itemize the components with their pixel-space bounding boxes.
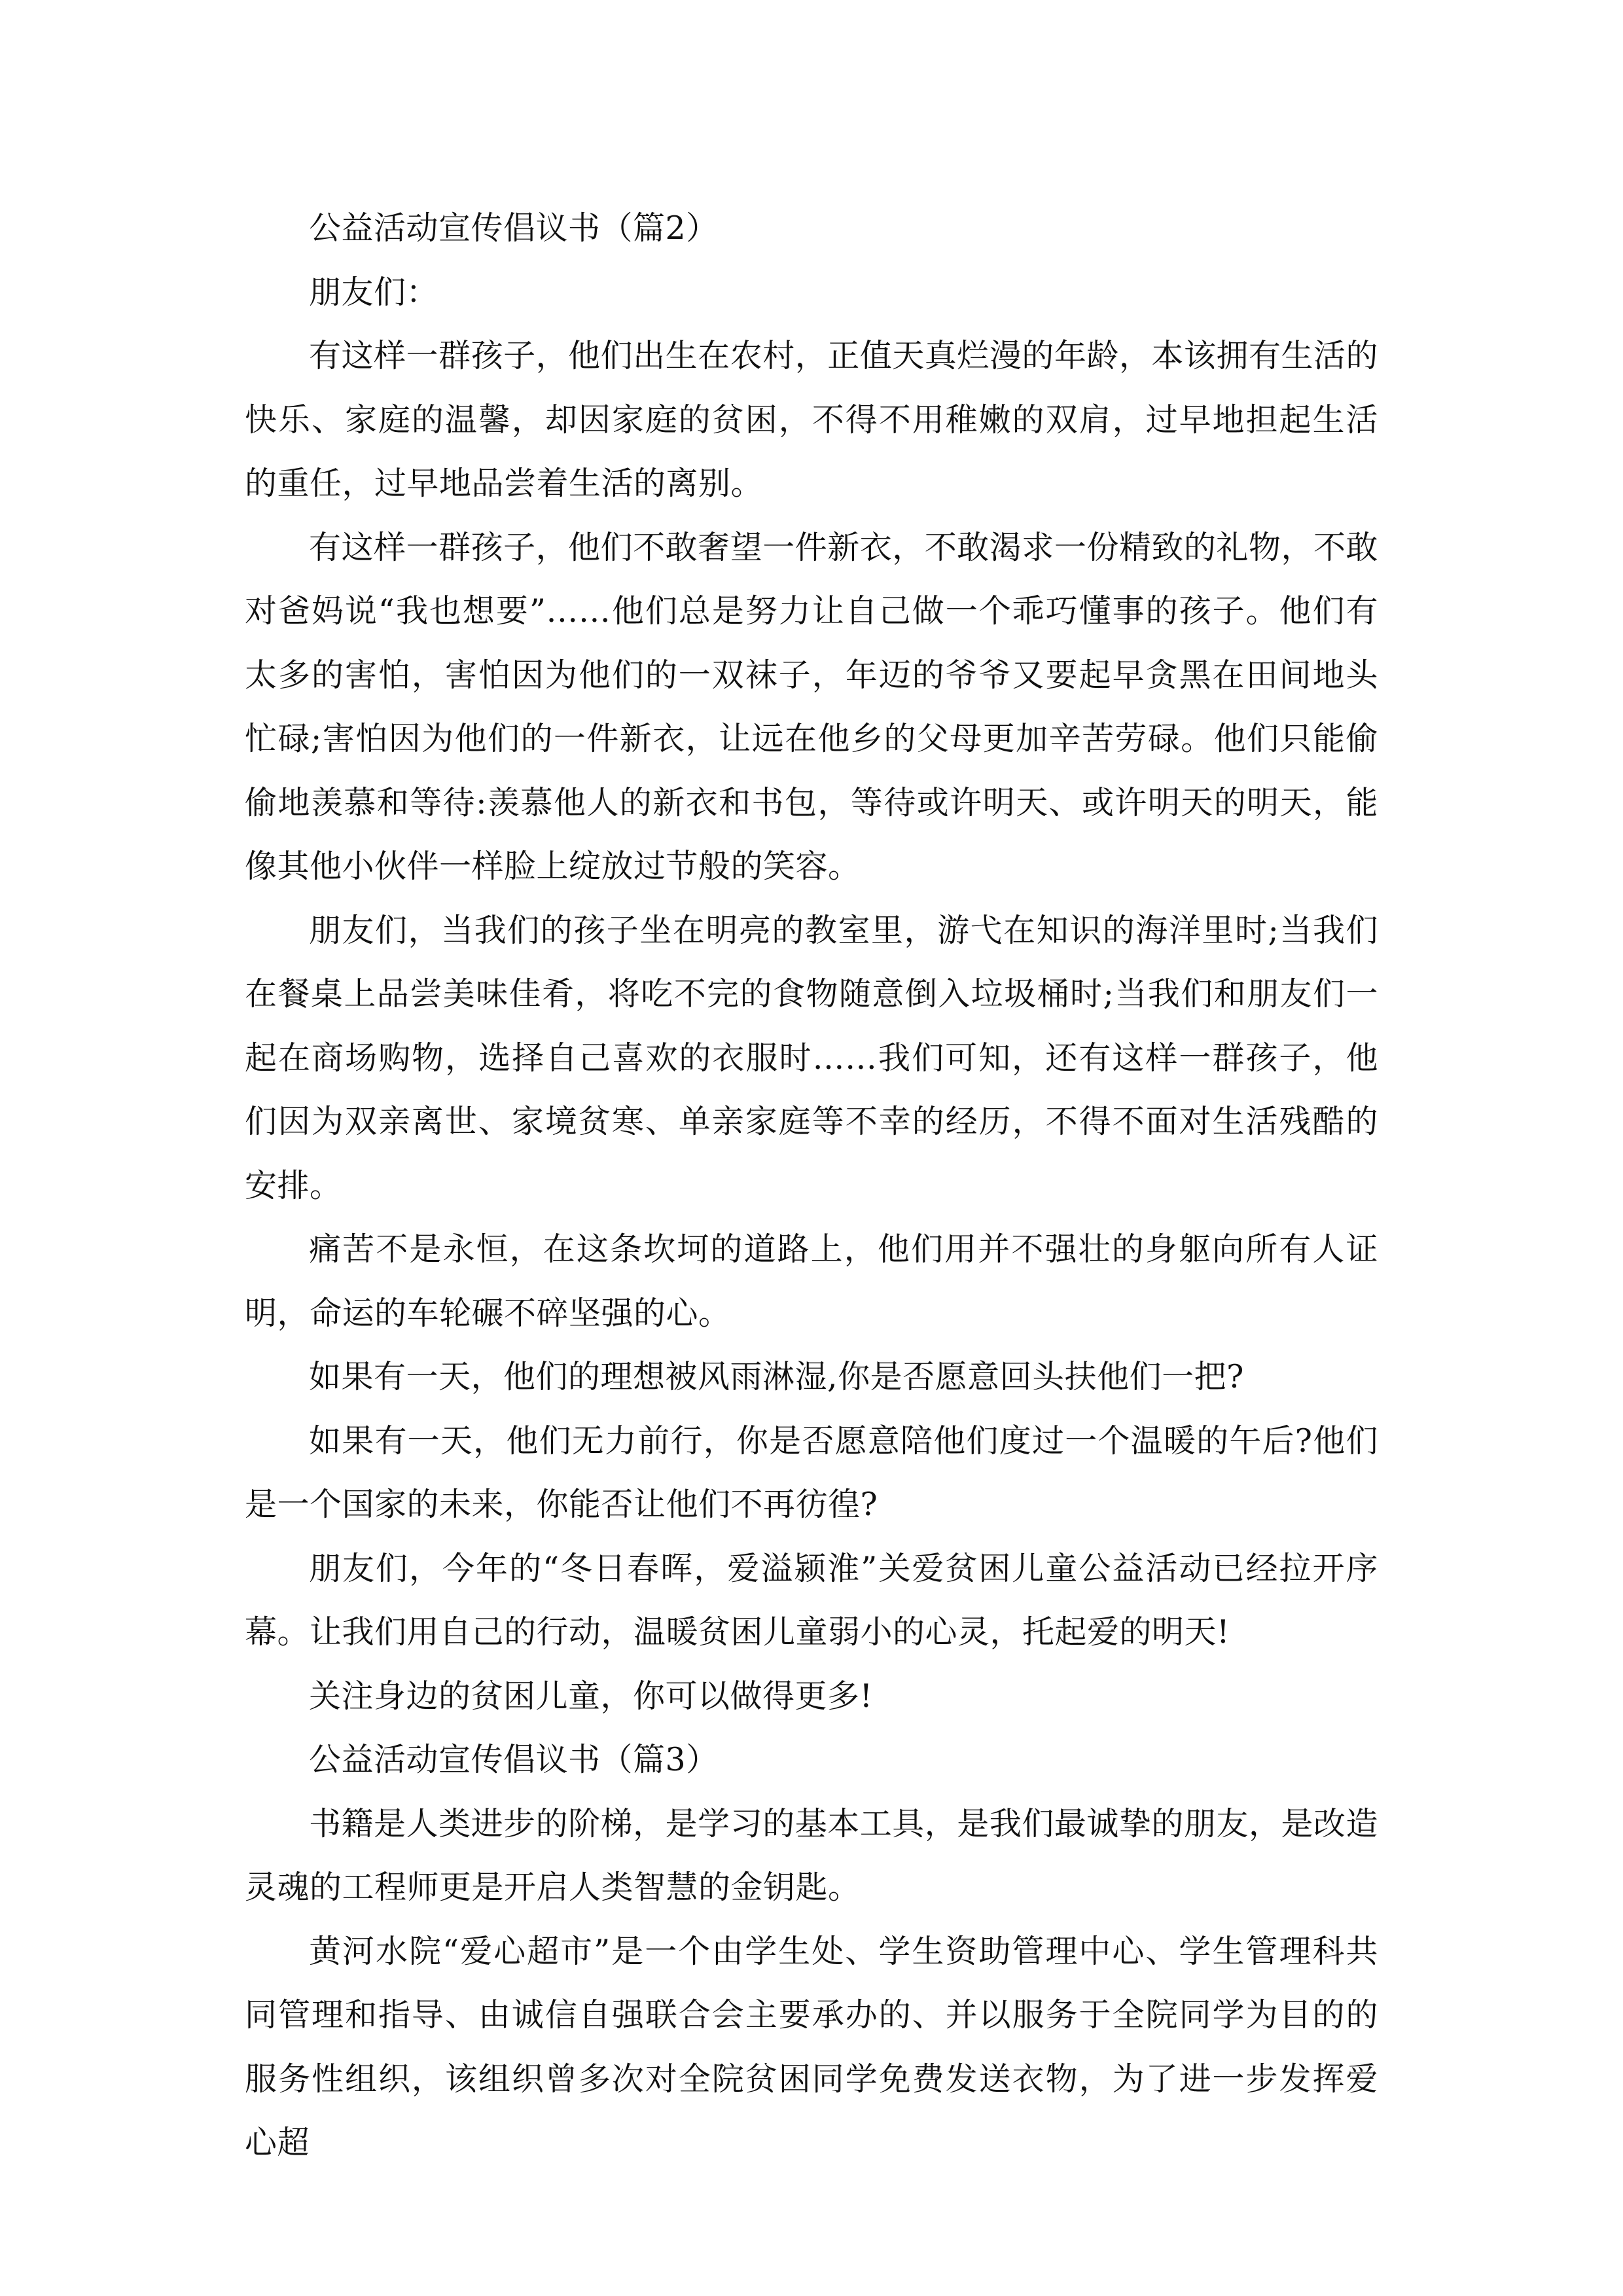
- document-body: [245, 196, 1378, 2175]
- salutation: 朋友们：: [309, 273, 439, 311]
- paragraph: 关注身边的贫困儿童，你可以做得更多!: [309, 1677, 873, 1715]
- paragraph: 黄河水院“爱心超市”是一个由学生处、学生资助管理中心、学生管理科共同管理和指导、由诚信自强联合会主要承办的、并以服务于全院同学为目的的服务性组织，该组织曾多次对全院贫困同学免费发送衣物，为了进一步发挥爱心超: [245, 1932, 1378, 2161]
- paragraph: 痛苦不是永恒，在这条坎坷的道路上，他们用并不强壮的身躯向所有人证明，命运的车轮碾不碎坚强的心。: [245, 1230, 1378, 1332]
- paragraph: 如果有一天，他们的理想被风雨淋湿,你是否愿意回头扶他们一把?: [309, 1358, 1244, 1395]
- paragraph: 有这样一群孩子，他们不敢奢望一件新衣，不敢渴求一份精致的礼物，不敢对爸妈说“我也想要”……他们总是努力让自己做一个乖巧懂事的孩子。他们有太多的害怕，害怕因为他们的一双袜子，年迈的爷爷又要起早贪黑在田间地头忙碌;害怕因为他们的一件新衣，让远在他乡的父母更加辛苦劳碌。他们只能偷偷地羡慕和等待:羡慕他人的新衣和书包，等待或许明天、或许明天的明天，能像其他小伙伴一样脸上绽放过节般的笑容。: [245, 528, 1378, 885]
- paragraph: 书籍是人类进步的阶梯，是学习的基本工具，是我们最诚挚的朋友，是改造灵魂的工程师更是开启人类智慧的金钥匙。: [245, 1804, 1378, 1906]
- section-heading-3: 公益活动宣传倡议书（篇3）: [309, 1741, 719, 1778]
- paragraph: 朋友们，今年的“冬日春晖，爱溢颍淮”关爱贫困儿童公益活动已经拉开序幕。让我们用自己的行动，温暖贫困儿童弱小的心灵，托起爱的明天!: [245, 1549, 1378, 1651]
- paragraph: 有这样一群孩子，他们出生在农村，正值天真烂漫的年龄，本该拥有生活的快乐、家庭的温馨，却因家庭的贫困，不得不用稚嫩的双肩，过早地担起生活的重任，过早地品尝着生活的离别。: [245, 337, 1378, 502]
- section-heading-2: 公益活动宣传倡议书（篇2）: [309, 209, 719, 247]
- paragraph: 朋友们，当我们的孩子坐在明亮的教室里，游弋在知识的海洋里时;当我们在餐桌上品尝美味佳肴，将吃不完的食物随意倒入垃圾桶时;当我们和朋友们一起在商场购物，选择自己喜欢的衣服时……我们可知，还有这样一群孩子，他们因为双亲离世、家境贫寒、单亲家庭等不幸的经历，不得不面对生活残酷的安排。: [245, 911, 1378, 1204]
- paragraph: 如果有一天，他们无力前行，你是否愿意陪他们度过一个温暖的午后?他们是一个国家的未来，你能否让他们不再彷徨?: [245, 1422, 1378, 1523]
